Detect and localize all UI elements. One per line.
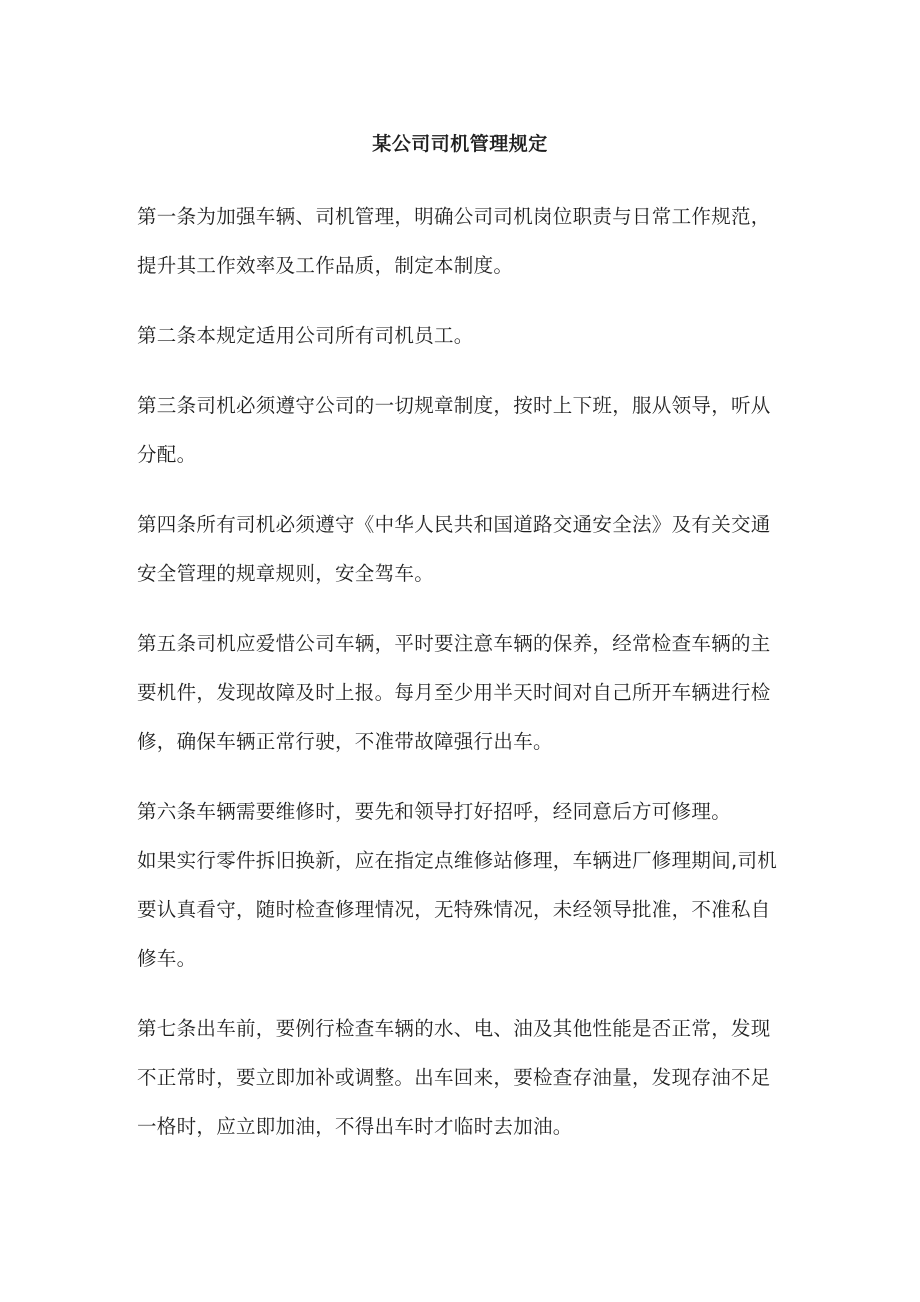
article-6-continued: 如果实行零件拆旧换新，应在指定点维修站修理，车辆进厂修理期间,司机要认真看守，随时检查修理情况，无特殊情况，未经领导批准，不准私自修车。 — [137, 849, 778, 970]
article-3: 第三条司机必须遵守公司的一切规章制度，按时上下班，服从领导，听从分配。 — [137, 394, 771, 466]
document-body — [137, 192, 789, 1151]
article-1: 第一条为加强车辆、司机管理，明确公司司机岗位职责与日常工作规范，提升其工作效率及工作品质，制定本制度。 — [137, 205, 771, 277]
article-2: 第二条本规定适用公司所有司机员工。 — [137, 324, 474, 347]
document-title: 某公司司机管理规定 — [372, 133, 548, 155]
article-6: 第六条车辆需要维修时，要先和领导打好招呼，经同意后方可修理。 — [137, 800, 732, 823]
article-7: 第七条出车前，要例行检查车辆的水、电、油及其他性能是否正常，发现不正常时，要立即加补或调整。出车回来，要检查存油量，发现存油不足一格时，应立即加油，不得出车时才临时去加油。 — [137, 1017, 771, 1138]
article-5: 第五条司机应爱惜公司车辆，平时要注意车辆的保养，经常检查车辆的主要机件，发现故障及时上报。每月至少用半天时间对自己所开车辆进行检修，确保车辆正常行驶，不准带故障强行出车。 — [137, 632, 771, 753]
article-4: 第四条所有司机必须遵守《中华人民共和国道路交通安全法》及有关交通安全管理的规章规则，安全驾车。 — [137, 513, 771, 585]
